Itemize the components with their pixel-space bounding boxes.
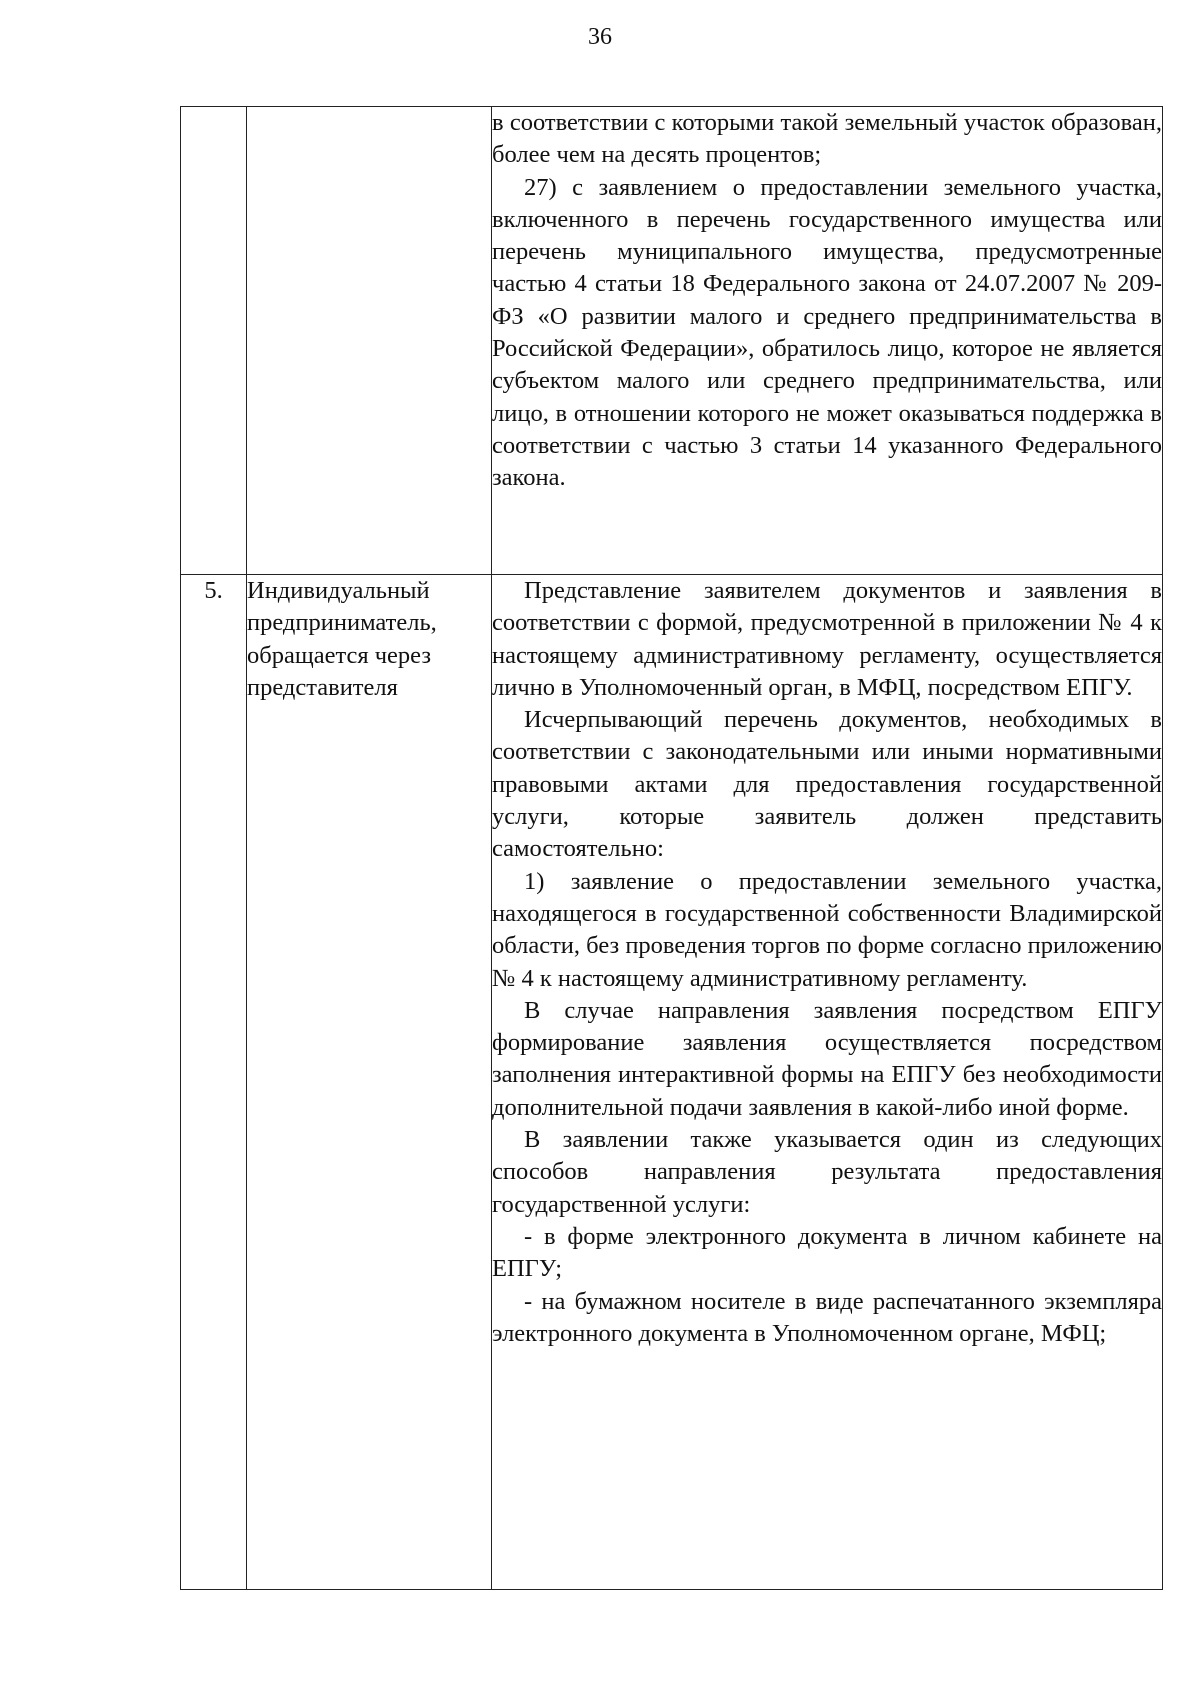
page-number: 36 [588, 24, 612, 50]
table-row [181, 575, 1163, 1590]
row-number-cell: 5. [181, 575, 247, 1590]
paragraph: - в форме электронного документа в личном кабинете на ЕПГУ; [492, 1222, 1162, 1283]
paragraph: 1) заявление о предоставлении земельного участка, находящегося в государственной собственности Владимирской области, без проведения торгов по форме согласно приложению № 4 к настоящему административному регламенту. [492, 867, 1162, 992]
paragraph: Исчерпывающий перечень документов, необходимых в соответствии с законодательными или иными нормативными правовыми актами для предоставления государственной услуги, которые заявитель должен представить самостоятельно: [492, 706, 1162, 863]
paragraph: Представление заявителем документов и заявления в соответствии с формой, предусмотренной в приложении № 4 к настоящему административному регламенту, осуществляется лично в Уполномоченный орган, в МФЦ, посредством ЕПГУ. [492, 577, 1162, 701]
row-number-cell [181, 107, 247, 575]
paragraph: В случае направления заявления посредством ЕПГУ формирование заявления осуществляется посредством заполнения интерактивной формы на ЕПГУ без необходимости дополнительной подачи заявления в какой-либо иной форме. [492, 996, 1162, 1121]
procedure-cell [492, 107, 1163, 575]
applicant-category-cell: Индивидуальный предприниматель, обращается через представителя [247, 575, 492, 1590]
table-row [181, 107, 1163, 575]
paragraph: в соответствии с которыми такой земельный участок образован, более чем на десять процентов; [492, 109, 1162, 169]
applicant-category-cell [247, 107, 492, 575]
regulation-table [180, 106, 1163, 1590]
paragraph: - на бумажном носителе в виде распечатанного экземпляра электронного документа в Уполномоченном органе, МФЦ; [492, 1287, 1162, 1347]
paragraph: 27) с заявлением о предоставлении земельного участка, включенного в перечень государственного имущества или перечень муниципального имущества, предусмотренные частью 4 статьи 18 Федерального закона от 24.07.2007 № 209-ФЗ «О развитии малого и среднего предпринимательства в Российской Федерации», обратилось лицо, которое не является субъектом малого или среднего предпринимательства, или лицо, в отношении которого не может оказываться поддержка в соответствии с частью 3 статьи 14 указанного Федерального закона. [492, 173, 1162, 492]
procedure-cell [492, 575, 1163, 1590]
paragraph: В заявлении также указывается один из следующих способов направления результата предоставления государственной услуги: [492, 1126, 1162, 1218]
